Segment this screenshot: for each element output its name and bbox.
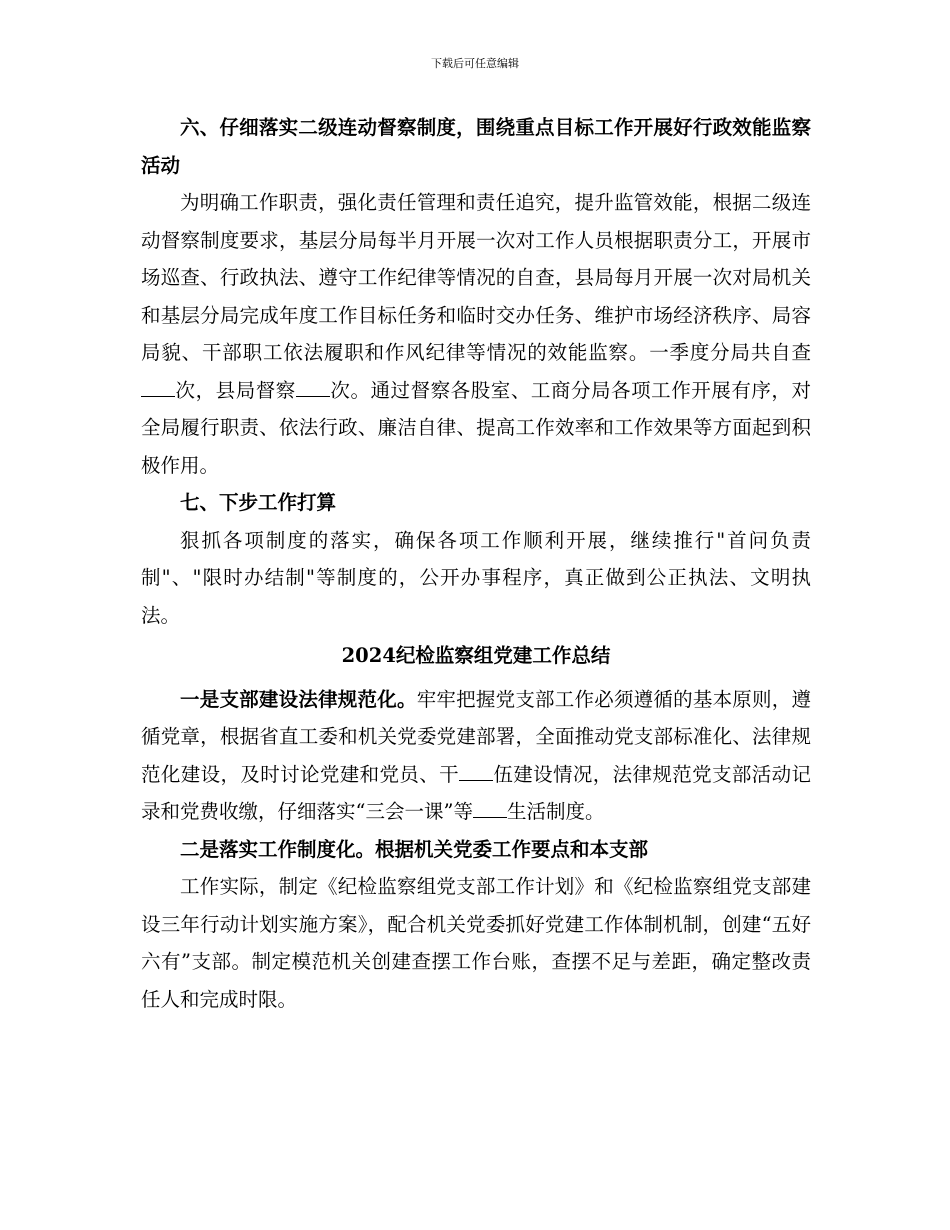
section-7-body: 狠抓各项制度的落实，确保各项工作顺利开展，继续推行"首问负责制"、"限时办结制"等制度的，公开办事程序，真正做到公正执法、文明执法。 [141, 528, 811, 627]
paragraph-2-heading: 二是落实工作制度化。根据机关党委工作要点和本支部 [180, 837, 649, 861]
document-body [141, 109, 811, 1018]
fill-blank [459, 779, 493, 781]
section-7-heading: 七、下步工作打算 [180, 491, 337, 514]
paragraph-2-body: 工作实际，制定《纪检监察组党支部工作计划》和《纪检监察组党支部建设三年行动计划实施方案》，配合机关党委抓好党建工作体制机制，创建“五好六有”支部。制定模范机关创建查摆工作台账，查摆不足与差距，确定整改责任人和完成时限。 [141, 875, 811, 1011]
page-header-note: 下载后可任意编辑 [431, 57, 519, 70]
document-title: 2024纪检监察组党建工作总结 [341, 644, 611, 667]
paragraph-1 [141, 681, 811, 831]
section-6-heading: 六、仔细落实二级连动督察制度，围绕重点目标工作开展好行政效能监察活动 [141, 116, 811, 177]
fill-blank [296, 395, 330, 397]
paragraph-1-text-2: 伍建设情况，法律规范党支部活动记录和党费收缴，仔细落实“三会一课”等 [141, 762, 811, 823]
paragraph-1-lead: 一是支部建设法律规范化。 [180, 687, 417, 711]
section-6-body [141, 184, 811, 484]
section-6-text-1: 为明确工作职责，强化责任管理和责任追究，提升监管效能，根据二级连动督察制度要求，基层分局每半月开展一次对工作人员根据职责分工，开展市场巡查、行政执法、遵守工作纪律等情况的自查，县局每月开展一次对局机关和基层分局完成年度工作目标任务和临时交办任务、维护市场经济秩序、局容局貌、干部职工依法履职和作风纪律等情况的效能监察。一季度分局共自查 [141, 191, 811, 364]
fill-blank [473, 816, 507, 818]
fill-blank [141, 395, 175, 397]
paragraph-1-text-3: 生活制度。 [506, 800, 605, 823]
section-6-text-3: 次。通过督察各股室、工商分局各项工作开展有序，对全局履行职责、依法行政、廉洁自律、提高工作效率和工作效果等方面起到积极作用。 [141, 378, 811, 477]
section-6-text-2: 次，县局督察 [175, 378, 296, 402]
paragraph-1-text-1: 牢牢把握党支部工作必须遵循的基本原则，遵循党章，根据省直工委和机关党委党建部署，全面推动党支部标准化、法律规范化建设，及时讨论党建和党员、干 [141, 687, 811, 786]
